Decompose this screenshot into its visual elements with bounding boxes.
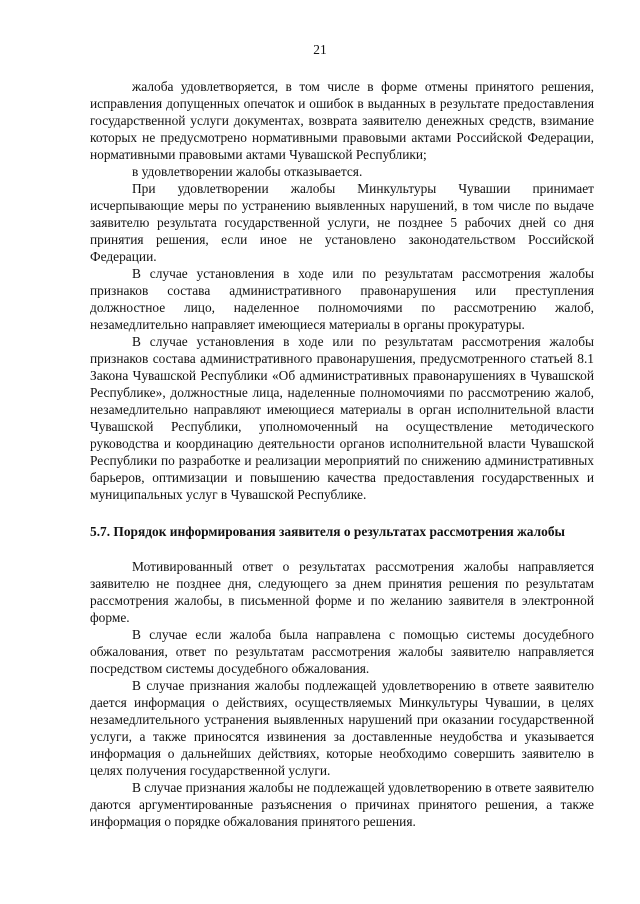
paragraph: В случае если жалоба была направлена с помощью системы досудебного обжалования, ответ по результатам рассмотрения жалобы заявителю направляется посредством системы досудебного обжалования. <box>90 627 594 676</box>
paragraph: в удовлетворении жалобы отказывается. <box>132 164 363 179</box>
section-heading: 5.7. Порядок информирования заявителя о результатах рассмотрения жалобы <box>90 524 565 539</box>
paragraph: При удовлетворении жалобы Минкультуры Чувашии принимает исчерпывающие меры по устранению выявленных нарушений, в том числе по выдаче заявителю результата государственной услуги, не позднее 5 рабочих дней со дня принятия решения, если иное не установлено законодательством Российской Федерации. <box>90 181 594 264</box>
paragraph: В случае признания жалобы не подлежащей удовлетворению в ответе заявителю даются аргументированные разъяснения о причинах принятого решения, а также информация о порядке обжалования принятого решения. <box>90 780 594 829</box>
paragraph: В случае признания жалобы подлежащей удовлетворению в ответе заявителю дается информация о действиях, осуществляемых Минкультуры Чувашии, в целях незамедлительного устранения выявленных нарушений при оказании государственной услуги, а также приносятся извинения за доставленные неудобства и указывается информация о дальнейших действиях, которые необходимо совершить заявителю в целях получения государственной услуги. <box>90 678 594 778</box>
page-number: 21 <box>313 42 327 57</box>
paragraph: В случае установления в ходе или по результатам рассмотрения жалобы признаков состава административного правонарушения или преступления должностное лицо, наделенное полномочиями по рассмотрению жалоб, незамедлительно направляет имеющиеся материалы в органы прокуратуры. <box>90 266 594 332</box>
paragraph: жалоба удовлетворяется, в том числе в форме отмены принятого решения, исправления допущенных опечаток и ошибок в выданных в результате предоставления государственной услуги документах, возврата заявителю денежных средств, взимание которых не предусмотрено нормативными правовыми актами Российской Федерации, нормативными правовыми актами Чувашской Республики; <box>90 79 594 162</box>
paragraph: В случае установления в ходе или по результатам рассмотрения жалобы признаков состава административного правонарушения, предусмотренного статьей 8.1 Закона Чувашской Республики «Об административных правонарушениях в Чувашской Республике», должностные лица, наделенные полномочиями по рассмотрению жалоб, незамедлительно направляют имеющиеся материалы в орган исполнительной власти Чувашской Республики, уполномоченный на осуществление методического руководства и координацию деятельности органов исполнительной власти Чувашской Республики по разработке и реализации мероприятий по снижению административных барьеров, оптимизации и повышению качества предоставления государственных и муниципальных услуг в Чувашской Республике. <box>90 334 594 502</box>
paragraph: Мотивированный ответ о результатах рассмотрения жалобы направляется заявителю не позднее дня, следующего за днем принятия решения по результатам рассмотрения жалобы, в письменной форме и по желанию заявителя в электронной форме. <box>90 559 594 625</box>
page-content <box>90 78 594 830</box>
